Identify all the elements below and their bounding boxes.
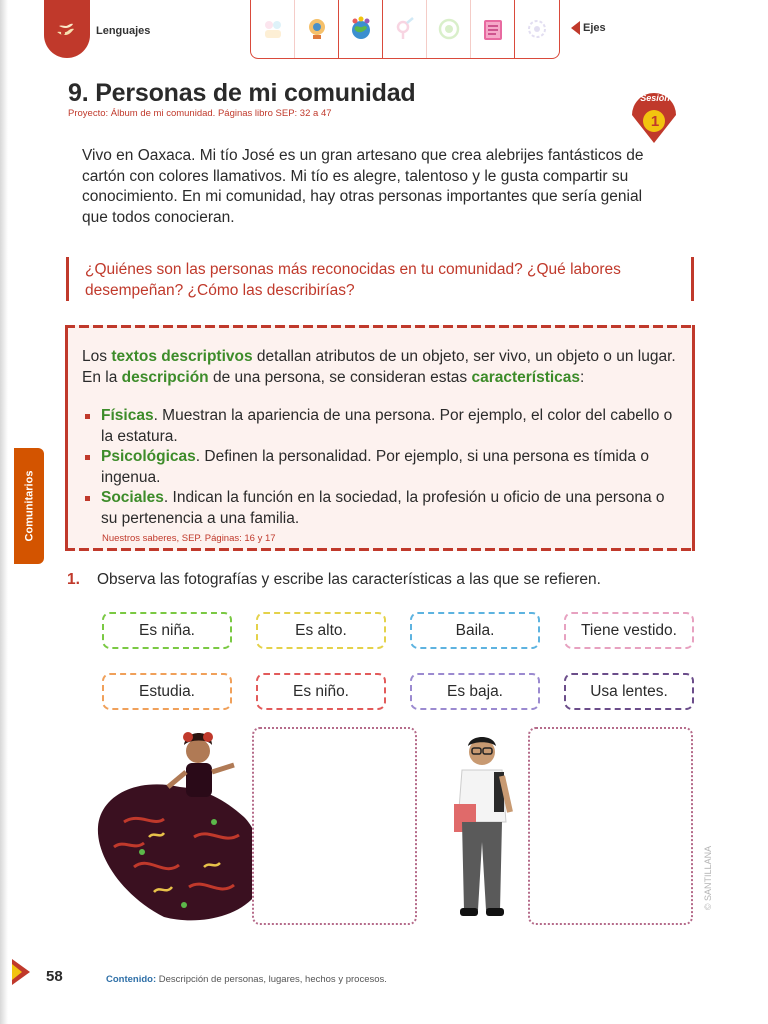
copyright-vertical: © SANTILLANA xyxy=(703,845,714,911)
page-number: 58 xyxy=(46,968,63,985)
girl-dancer-photo xyxy=(94,727,268,923)
term-caracteristicas: características xyxy=(471,369,581,386)
list-item: Psicológicas. Definen la personalidad. Por ejemplo, si una persona es tímida o ingenua. xyxy=(85,447,685,488)
side-tab-comunitarios: Comunitarios xyxy=(14,448,44,564)
bullet-icon xyxy=(85,455,90,460)
answer-box-girl[interactable] xyxy=(252,727,417,925)
ejes-label[interactable]: Ejes xyxy=(583,22,606,34)
ejes-arrow-icon[interactable] xyxy=(571,21,580,35)
subject-label: Lenguajes xyxy=(96,25,151,37)
gender-equality-icon xyxy=(383,0,427,58)
characteristics-list xyxy=(85,406,685,529)
arts-icon xyxy=(515,0,559,58)
chip-baila[interactable]: Baila. xyxy=(410,612,540,649)
critical-thinking-icon xyxy=(295,0,339,58)
subject-tab xyxy=(44,0,90,58)
schoolboy-photo xyxy=(446,732,518,922)
reading-icon xyxy=(471,0,515,58)
info-box-top-border xyxy=(65,325,695,328)
activity-instruction: Observa las fotografías y escribe las características a las que se refieren. xyxy=(97,571,601,588)
project-subtitle: Proyecto: Álbum de mi comunidad. Páginas libro SEP: 32 a 47 xyxy=(68,108,332,119)
chip-es-baja[interactable]: Es baja. xyxy=(410,673,540,710)
chip-es-alto[interactable]: Es alto. xyxy=(256,612,386,649)
term-descripcion: descripción xyxy=(121,369,209,386)
chip-estudia[interactable]: Estudia. xyxy=(102,673,232,710)
list-item: Sociales. Indican la función en la sociedad, la profesión u oficio de una persona o su pertenencia a una familia. xyxy=(85,488,685,529)
footer-content: Contenido: Descripción de personas, lugares, hechos y procesos. xyxy=(106,974,387,985)
answer-box-boy[interactable] xyxy=(528,727,693,925)
interculturality-icon xyxy=(339,0,383,58)
chip-es-nina[interactable]: Es niña. xyxy=(102,612,232,649)
chip-es-nino[interactable]: Es niño. xyxy=(256,673,386,710)
inclusion-icon xyxy=(251,0,295,58)
reflection-question: ¿Quiénes son las personas más reconocidas en tu comunidad? ¿Qué labores desempeñan? ¿Cómo las describirías? xyxy=(66,257,694,301)
info-box-right-border xyxy=(692,325,695,551)
axes-strip xyxy=(250,0,560,59)
info-paragraph: Los textos descriptivos detallan atributos de un objeto, ser vivo, un objeto o un lugar. En la descripción de una persona, se consideran estas características: xyxy=(82,348,676,386)
bullet-icon xyxy=(85,496,90,501)
page-arrow-inner-icon xyxy=(12,964,22,980)
info-box-bottom-border xyxy=(65,548,695,551)
info-source: Nuestros saberes, SEP. Páginas: 16 y 17 xyxy=(102,533,276,544)
chip-usa-lentes[interactable]: Usa lentes. xyxy=(564,673,694,710)
session-number: 1 xyxy=(650,113,660,130)
activity-number: 1. xyxy=(67,571,80,588)
info-box xyxy=(65,325,695,551)
chip-tiene-vestido[interactable]: Tiene vestido. xyxy=(564,612,694,649)
flame-logo-icon xyxy=(53,14,81,42)
term-textos-descriptivos: textos descriptivos xyxy=(111,348,253,365)
page-title: 9. Personas de mi comunidad xyxy=(68,79,416,107)
healthy-living-icon xyxy=(427,0,471,58)
session-word: Sesión xyxy=(640,93,670,103)
intro-paragraph: Vivo en Oaxaca. Mi tío José es un gran artesano que crea alebrijes fantásticos de cartón con colores llamativos. Mi tío es alegre, talentoso y le gusta compartir su conocimiento. En mi comunidad, hay otras personas importantes que sería genial que todos conocieran. xyxy=(82,147,644,226)
list-item: Físicas. Muestran la apariencia de una persona. Por ejemplo, el color del cabello o la estatura. xyxy=(85,406,685,447)
page-edge xyxy=(0,0,8,1024)
info-box-left-border xyxy=(65,325,68,551)
bullet-icon xyxy=(85,414,90,419)
